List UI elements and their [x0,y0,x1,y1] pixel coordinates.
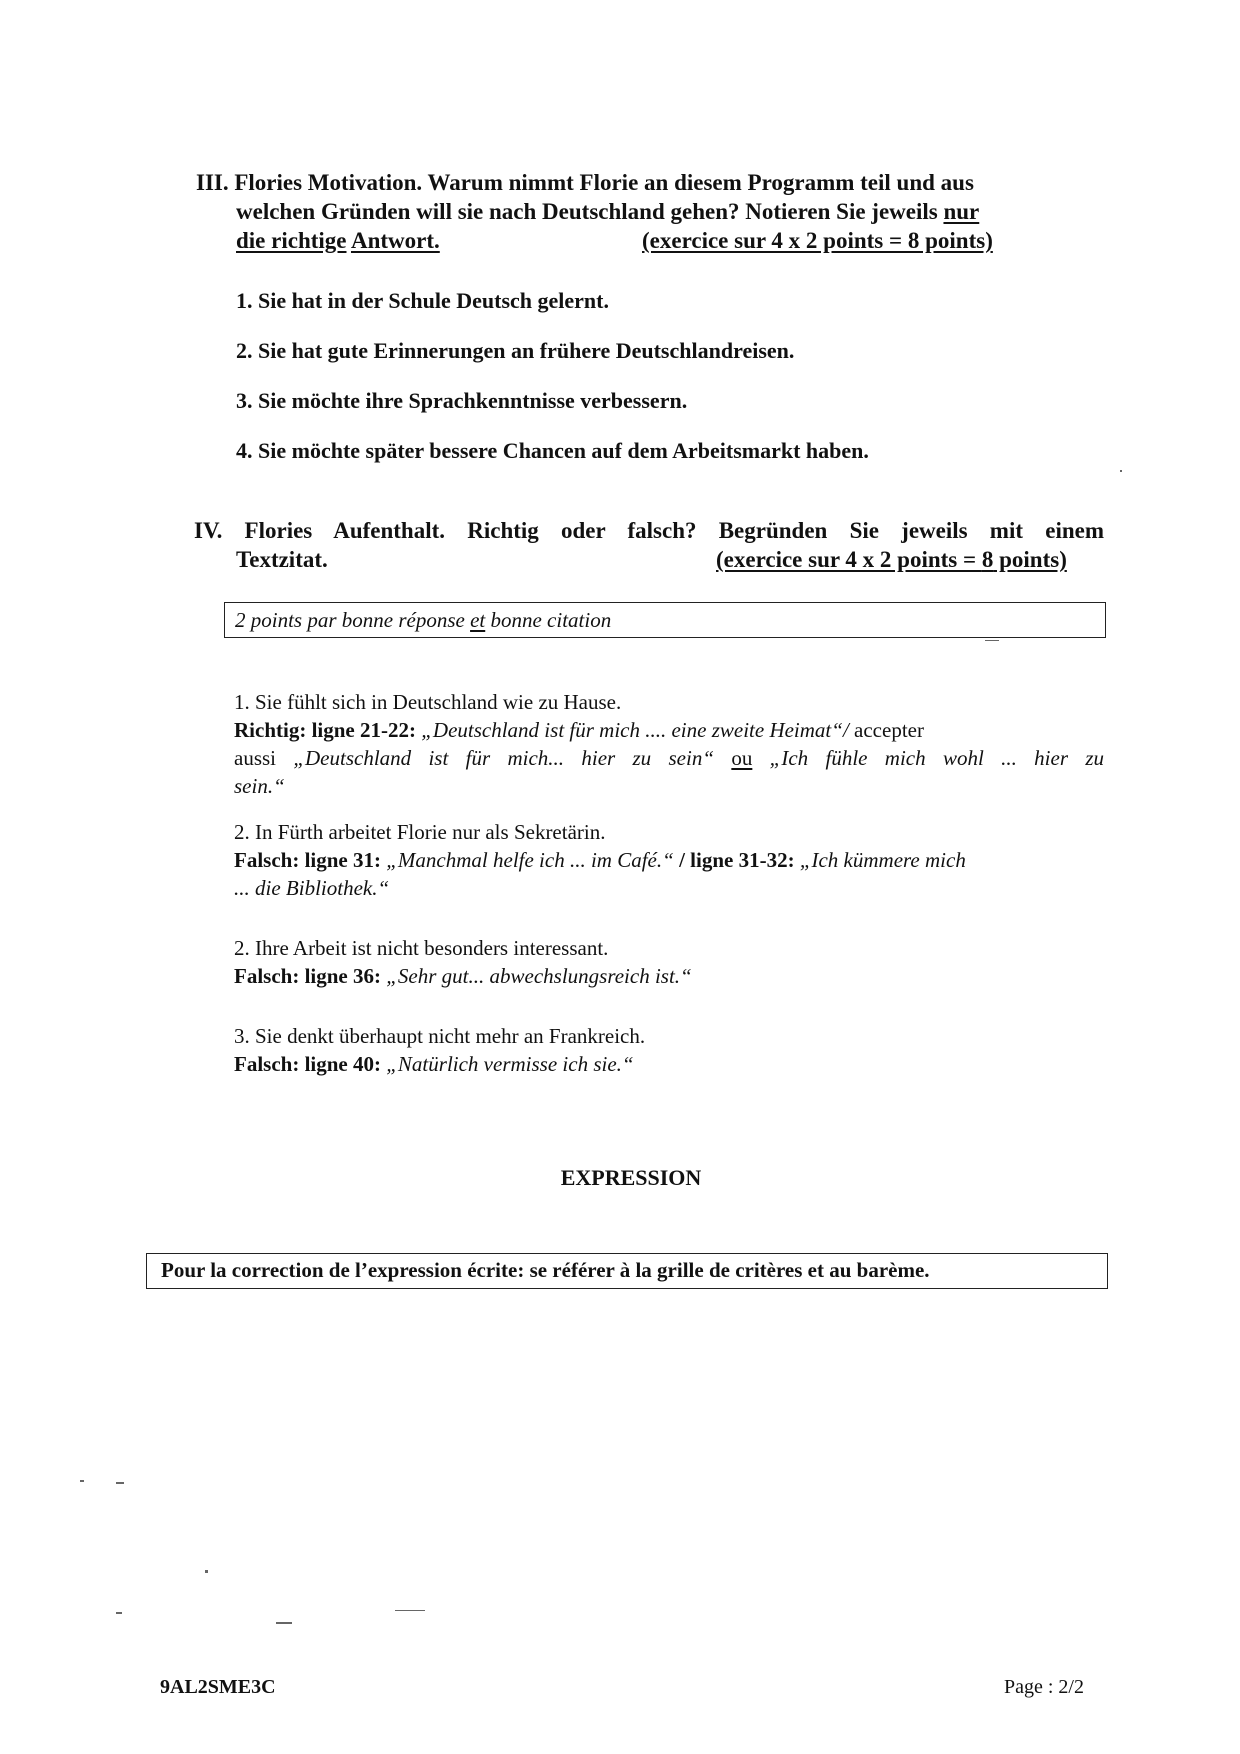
section-4-points-number: 8 [981,547,994,572]
answer-quote: „Sehr gut... abwechslungsreich ist.“ [381,964,692,988]
answer-block [234,1022,1104,1078]
answer-quote: „Deutschland ist für mich .... eine zweite Heimat“/ [415,718,849,742]
answer-separator: / [673,848,691,872]
answer-quote-end: ... die Bibliothek.“ [234,876,390,900]
section-4-points-pre: (exercice sur 4 x 2 points = [716,547,982,572]
answer-statement: 3. Sie denkt überhaupt nicht mehr an Frankreich. [234,1024,646,1048]
answer-justification-line [234,744,1104,772]
scan-speck [395,1610,425,1611]
section-3-heading-line2-text: welchen Gründen will sie nach Deutschland gehen? Notieren Sie jeweils [236,199,944,224]
answer-statement: 2. Ihre Arbeit ist nicht besonders interessant. [234,936,609,960]
answer-justification-line [234,1050,1104,1078]
section-3-heading-antwort: Antwort. [350,228,440,253]
expression-box [146,1253,1108,1289]
answer-verdict: Falsch: ligne 36: [234,964,381,988]
section-4-heading-line2 [194,545,1104,574]
section-3-item: 3. Sie möchte ihre Sprachkenntnisse verbessern. [236,388,688,413]
scan-speck [985,640,999,641]
page-number: Page : 2/2 [1004,1676,1084,1698]
answer-verdict: Falsch: ligne 31: [234,848,381,872]
scan-speck [276,1622,292,1624]
scan-speck [1120,470,1122,472]
answer-verdict: ligne 31-32: [690,848,795,872]
section-3-item: 2. Sie hat gute Erinnerungen an frühere Deutschlandreisen. [236,338,795,363]
section-3-item: 4. Sie möchte später bessere Chancen auf dem Arbeitsmarkt haben. [236,438,869,463]
scoring-note-box [224,602,1106,638]
section-3-heading-richtige: die richtige [236,228,347,253]
section-4-points-post: points) [993,547,1067,572]
section-4-heading [194,516,1104,574]
scoring-note-et: et [470,608,486,632]
scoring-note [235,606,611,634]
section-4-heading-line1: IV. Flories Aufenthalt. Richtig oder falsch? Begründen Sie jeweils mit einem [194,518,1104,543]
section-3-heading-line2 [196,197,1056,226]
answer-block [234,934,1104,990]
section-3-heading-line1: III. Flories Motivation. Warum nimmt Florie an diesem Programm teil und aus [196,170,974,195]
answer-block [234,818,1104,902]
scan-speck [80,1480,84,1482]
expression-title: EXPRESSION [560,1165,702,1190]
document-code: 9AL2SME3C [160,1676,276,1698]
answer-statement: 1. Sie fühlt sich in Deutschland wie zu Hause. [234,690,622,714]
answer-quote: „Deutschland ist für mich... hier zu sein“ [293,746,715,770]
section-4-points [716,545,1067,574]
answer-quote: „Manchmal helfe ich ... im Café.“ [381,848,674,872]
answer-justification-line [234,962,1104,990]
scoring-note-post: bonne citation [485,608,612,632]
answer-note: aussi [234,746,294,770]
scan-speck [205,1570,208,1573]
section-3-heading [196,168,1056,255]
answer-quote: „Ich fühle mich wohl ... hier zu [769,746,1104,770]
answer-quote-end: sein.“ [234,774,285,798]
answer-quote: „Natürlich vermisse ich sie.“ [381,1052,634,1076]
answer-verdict: Falsch: ligne 40: [234,1052,381,1076]
expression-box-text: Pour la correction de l’expression écrite: se référer à la grille de critères et au barème. [161,1258,930,1282]
section-3-heading-line3 [196,226,1056,255]
section-3-item: 1. Sie hat in der Schule Deutsch gelernt. [236,288,609,313]
section-3-points: (exercice sur 4 x 2 points = 8 points) [642,228,993,253]
answer-note: accepter [848,718,924,742]
answer-quote: „Ich kümmere mich [794,848,966,872]
answer-verdict: Richtig: ligne 21-22: [234,718,416,742]
scan-speck [116,1612,122,1614]
section-4-heading-textzitat: Textzitat. [236,547,328,572]
answer-justification-line [234,716,1104,744]
scan-speck [116,1482,124,1484]
scoring-note-pre: 2 points par bonne réponse [235,608,471,632]
answer-ou: ou [731,746,753,770]
section-3-heading-nur: nur [943,199,980,224]
answer-block [234,688,1104,800]
answer-statement: 2. In Fürth arbeitet Florie nur als Sekretärin. [234,820,606,844]
answer-justification-line [234,846,1104,874]
